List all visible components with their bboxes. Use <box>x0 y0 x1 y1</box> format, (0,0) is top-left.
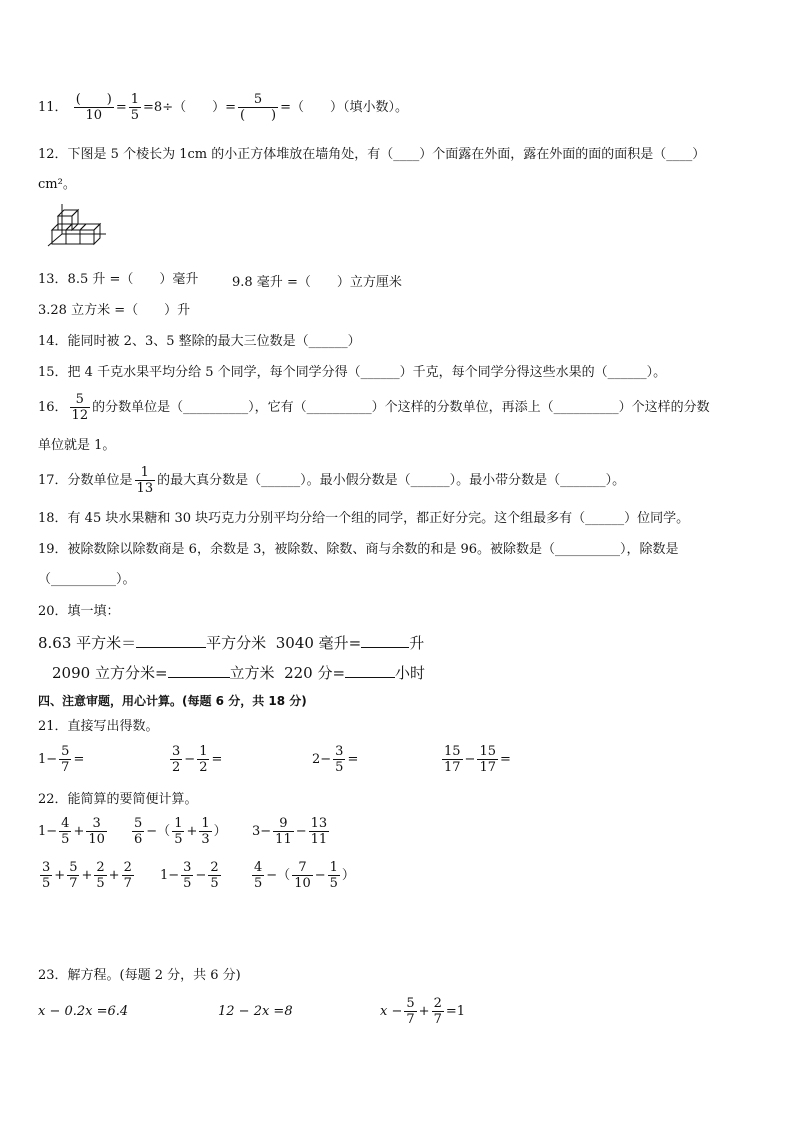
question-21-title: 21．直接写出得数。 <box>38 719 159 734</box>
question-15: 15．把 4 千克水果平均分给 5 个同学，每个同学分得（______）千克，每个同学分得这些水果的（______）。 <box>38 365 667 380</box>
question-17: 17．分数单位是 $\frac{1}{13}$ 的最大真分数是（______）。最小假分数是（______）。最小带分数是（_______）。 <box>38 465 626 496</box>
calc-22-4: $\frac{3}{5}$ + $\frac{5}{7}$ + $\frac{2}{5}$ + $\frac{2}{7}$ <box>42 860 132 891</box>
calc-21-4: $\frac{15}{17}$ − $\frac{15}{17}$ = <box>444 744 511 775</box>
equation-3: x − $\frac{5}{7}$ + $\frac{2}{7}$ =1 <box>380 996 466 1027</box>
answer-blank[interactable] <box>345 664 395 678</box>
question-22-title: 22．能简算的要简便计算。 <box>38 792 198 807</box>
calc-22-5: 1− $\frac{3}{5}$ − $\frac{2}{5}$ <box>160 860 219 891</box>
cube-stack-figure <box>44 204 110 250</box>
question-11: 11． $\frac{( )}{10}$ = $\frac{1}{5}$ =8÷（ ）= $\frac{5}{( )}$ =（ ）（填小数）。 <box>38 92 409 123</box>
question-18: 18．有 45 块水果糖和 30 块巧克力分别平均分给一个组的同学，都正好分完。这个组最多有（______）位同学。 <box>38 511 690 526</box>
answer-blank[interactable] <box>361 634 409 648</box>
question-13-c: 3.28 立方米 =（ ）升 <box>38 303 191 318</box>
question-16-end: 单位就是 1。 <box>38 438 116 453</box>
question-20-row-1: 8.63 平方米＝ 平方分米 3040 毫升= 升 <box>38 634 425 652</box>
question-23-title: 23．解方程。(每题 2 分，共 6 分) <box>38 968 241 983</box>
calc-22-1: 1− $\frac{4}{5}$ + $\frac{3}{10}$ <box>38 816 105 847</box>
answer-blank[interactable] <box>168 664 230 678</box>
question-13-b: 9.8 毫升 =（ ）立方厘米 <box>232 275 402 290</box>
equation-1: x − 0.2x =6.4 <box>38 1004 129 1019</box>
fraction: $\frac{1}{13}$ <box>136 465 154 496</box>
calc-22-2: $\frac{5}{6}$ −（ $\frac{1}{5}$ + $\frac{1}{3}$ ） <box>134 816 227 847</box>
calc-21-3: 2− $\frac{3}{5}$ = <box>312 744 359 775</box>
question-12: 12．下图是 5 个棱长为 1cm 的小正方体堆放在墙角处，有（____）个面露在外面，露在外面的面的面积是（____） <box>38 147 706 162</box>
fraction: $\frac{( )}{10}$ <box>75 92 112 123</box>
fraction: $\frac{1}{5}$ <box>130 92 140 123</box>
calc-21-2: $\frac{3}{2}$ − $\frac{1}{2}$ = <box>172 744 223 775</box>
question-14: 14．能同时被 2、3、5 整除的最大三位数是（______） <box>38 334 361 349</box>
answer-blank[interactable] <box>136 634 206 648</box>
question-number: 11． <box>38 100 68 115</box>
question-20-row-2: 2090 立方分米= 立方米 220 分= 小时 <box>52 664 426 682</box>
fraction: $\frac{5}{12}$ <box>71 392 89 423</box>
question-19-end: （__________）。 <box>38 572 136 587</box>
question-19: 19．被除数除以除数商是 6，余数是 3，被除数、除数、商与余数的和是 96。被除数是（__________），除数是 <box>38 542 679 557</box>
fraction: $\frac{5}{( )}$ <box>239 92 277 123</box>
question-20-title: 20．填一填： <box>38 604 120 619</box>
calc-21-1: 1− $\frac{5}{7}$ = <box>38 744 85 775</box>
calc-22-3: 3− $\frac{9}{11}$ − $\frac{13}{11}$ <box>252 816 328 847</box>
question-16: 16． $\frac{5}{12}$ 的分数单位是（__________），它有（__________）个这样的分数单位，再添上（__________）个这样的分数 <box>38 392 710 423</box>
question-13-a: 13．8.5 升 =（ ）毫升 <box>38 272 199 287</box>
section-4-heading: 四、注意审题，用心计算。(每题 6 分，共 18 分) <box>38 694 307 708</box>
equation-2: 12 − 2x =8 <box>218 1004 293 1019</box>
calc-22-6: $\frac{4}{5}$ −（ $\frac{7}{10}$ − $\frac{1}{5}$ ） <box>254 860 355 891</box>
question-12-unit: cm²。 <box>38 177 76 192</box>
